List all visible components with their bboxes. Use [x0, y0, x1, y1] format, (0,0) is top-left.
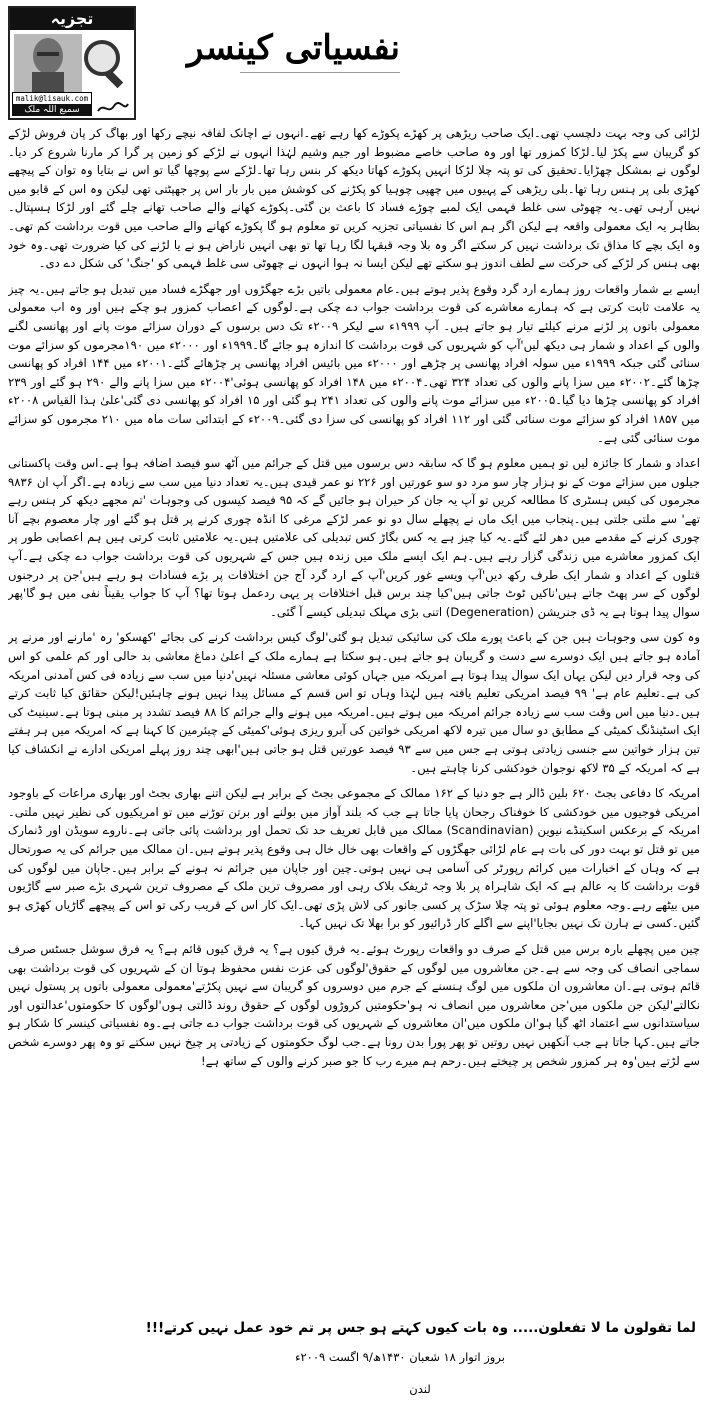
- magnifier-icon: [76, 36, 132, 92]
- author-email: malik@lisauk.com: [12, 92, 92, 105]
- author-portrait-image: [14, 34, 82, 92]
- article-place: لندن: [409, 1382, 431, 1396]
- article-body: [8, 124, 700, 1314]
- author-portrait: [14, 34, 82, 92]
- paragraph-6: چین میں پچھلے بارہ برس میں قتل کے صرف دو واقعات رپورٹ ہوئے۔یہ فرق کیوں ہے؟ یہ فرق کیوں قائم ہے؟ یہ فرق سوشل جسٹس صرف سماجی انصاف کی وجہ سے ہے۔جن معاشروں میں لوگوں کے حقوق'لوگوں کی عزت نفس محفوظ ہوتا ان کے شہریوں کی قوت برداشت بھی قائم ہوتی ہے۔ان معاشروں ان ملکوں میں لوگ ہنسنے کے جرم میں دوسروں کو گریبان سے نہیں پکڑتے'معمولی معمولی باتوں پر پستول نہیں نکالتے'لیکن جن ملکوں میں'جن معاشروں میں انصاف نہ ہو'حکومتیں کروڑوں لوگوں کے حقوق روند ڈالتی ہوں'لوگوں کا حکومتوں'عدالتوں اور سیاستدانوں سے اعتماد اٹھ گیا ہو'ان ملکوں میں'ان معاشروں کے شہریوں کی قوت برداشت جواب دے جاتی ہے۔وہ نفسیاتی کینسر کا شکار ہو جاتے ہیں۔کہا جاتا ہے جب آنکھیں نہیں روتیں تو پھر پورا بدن رونا ہے۔جب لوگ حکومتوں کے زیادتی پر چیخ نہیں سکتے تو وہ پھر دوسرے شخص سے لڑتے ہیں'وہ ہر کمزور شخص پر چیختے ہیں۔رحم ہم میرے رب کا جو صبر کرنے والوں کے ساتھ ہے!: [8, 941, 700, 1068]
- article-headline: نفسیاتی کینسر: [186, 28, 400, 68]
- article-dateline: بروز اتوار ۱۸ شعبان ۱۴۳۰ھ/۹ اگست ۲۰۰۹ء: [295, 1350, 505, 1364]
- author-name: سمیع اللہ ملک: [12, 104, 92, 116]
- paragraph-2: ایسے بے شمار واقعات روز ہمارے ارد گرد وقوع پذیر ہوتے ہیں۔عام معمولی باتیں بڑے جھگڑوں اور جھگڑے فساد میں تبدیل ہو جاتے ہیں۔یہ چیز یہ علامت ثابت کرتی ہے کہ ہمارے معاشرے کی قوت برداشت جواب دے چکی ہے۔لوگوں کے اعصاب کمزور ہو چکے ہیں اور وہ اب معمولی معمولی باتوں پر لڑنے مرنے کیلئے تیار ہو جاتے ہیں۔ آپ ۱۹۹۹ء سے لیکر ۲۰۰۹ء تک دس برسوں کے دوران سزائے موت پانے اور پھانسی لگنے والوں کے اعداد و شمار ہی دیکھ لیں'آپ کو شہریوں کی قوت برداشت کا اندازہ ہو جائے گا۔۱۹۹۹ء اور ۲۰۰۰ء میں ۱۹۰مجرموں کو سزائے موت سنائی گئی جبکہ ۱۹۹۹ء میں سولہ افراد پھانسی پر چڑھے اور ۲۰۰۰ء میں بائیس افراد پھانسی پر چڑھائے گئے۔۲۰۰۱ء میں ۱۴۴ افراد کو پھانسی چڑھا گئے۔۲۰۰۲ء میں سزا پانے والوں کی تعداد ۳۲۴ تھی۔۲۰۰۴ء میں ۱۴۸ افراد کو پھانسی ہوئی'۲۰۰۴ء میں سزا پانے والے ۲۹۰ ہو گئے اور ۲۳۹ افراد کو پھانسی چڑھا دیا گیا۔۲۰۰۵ء میں سزائے موت پانے والوں کی تعداد ۲۴۱ ہو گئی اور ۱۵ افراد کو پھانسی دی گئی'علیٰ ہذا القیاس ۲۰۰۸ء میں ۱۸۵۷ افراد کو سزائے موت سنائی گئی اور ۱۱۲ افراد کو پھانسی کی سزا دی گئی۔۲۰۰۹ء کے ابتدائی سات ماہ میں ۲۱۰ مجرموں کو سزائے موت سنائی گئی ہے۔: [8, 281, 700, 445]
- closing-line: لما تقولون ما لا تفعلون..... وہ بات کیوں کہتے ہو جس پر تم خود عمل نہیں کرتے!!!: [145, 1320, 696, 1336]
- paragraph-1: لڑائی کی وجہ بہت دلچسپ تھی۔ایک صاحب ریڑھی پر کھڑے پکوڑے کھا رہے تھے۔انہوں نے اچانک لفافہ نیچے رکھا اور بھاگ کر پان فروش لڑکے کو گریبان سے پکڑ لیا۔لڑکا کمزور تھا اور وہ صاحب خاصے مضبوط اور جیم وشیم لہٰذا انہوں نے لڑکے کو زمین پر گرا کر مارنا شروع کر دیا۔لوگوں نے بمشکل چھڑایا۔تحقیق کی تو پتہ چلا لڑکا انہیں پکوڑے کھاتا دیکھ کر بنس رہا تھا۔لڑکے سے پوچھا گیا تو اس نے بتایا وہ توان کے پیچھے کھڑی بلی پر ہنس رہا تھا۔بلی ریڑھی کے پہیوں میں چھپی چوہیا کو پکڑنے کی کوشش میں بار بار اس پر جھپٹتی تھی لیکن وہ اس کے قابو میں نہیں آرہی تھی۔یہ چھوٹی سی غلط فہمی ایک لمبے چوڑے فساد کا باعث بن گئی۔پکوڑے کھانے والے صاحب تھانے چلے گئے اور لڑکا ہسپتال۔ بظاہر یہ ایک معمولی واقعہ ہے لیکن اگر ہم اس کا نفسیاتی تجزیہ کریں تو معلوم ہو گا پکوڑے کھانے والے صاحب میں قوت برداشت کم تھی۔وہ ایک بچے کا مذاق تک برداشت نہیں کر سکتے اگر وہ بلا وجہ قبقہا لگا رہا تھا تو بھی انہیں ناراض ہو نے یا لڑنے کی کیا ضرورت تھی۔وہ خود بھی ہنس کر لڑکے کی حرکت سے لطف اندوز ہو سکتے تھے لیکن ایسا نہ ہوا انہوں نے چھوٹی سی غلط فہمی کو 'جنگ' کی شکل دے دی۔: [8, 126, 700, 271]
- author-box: [8, 6, 136, 120]
- paragraph-3: اعداد و شمار کا جائزہ لیں تو ہمیں معلوم ہو گا کہ سابقہ دس برسوں میں قتل کے جرائم میں آٹھ سو فیصد اضافہ ہوا ہے۔اس وقت پاکستانی جیلوں میں سزائے موت کے نو ہزار چار سو مرد دو سو عورتیں اور ۲۲۶ نو عمر قیدی ہیں۔یہ تعداد دنیا میں سب سے زیادہ ہے۔اگر آپ ان ۹۸۳۶ مجرموں کی کیس ہسٹری کا مطالعہ کریں تو آپ یہ جان کر حیران ہو جائیں گے کہ ۹۵ فیصد کیسوں کی وجوہات 'تم مجھے دیکھ کر ہنس رہے تھے' سے ملتی جلتی ہیں۔پنجاب میں ایک ماں نے پچھلے سال دو نو عمر لڑکے مرغی کا انڈہ چوری کرنے پر قتل ہو گئے اور چار معصوم بچے آنا چوری کرنے کے مقدمے میں دھر لئے گئے۔یہ کیا چیز ہے یہ کس بگاڑ کس تبدیلی کی علامتیں ہیں۔یہ علامتیں ثابت کرتی ہیں ہم اعصابی طور پر ایک کمزور معاشرے میں زندگی گزار رہے ہیں۔ہم ایک ایسے ملک میں زندہ ہیں جس کے شہریوں کی قوت برداشت جواب دے چکی ہے۔آپ قتلوں کے اعداد و شمار ایک طرف رکھ دیں'آپ ویسے غور کریں'آپ کے ارد گرد آج جن اختلافات پر بڑے فسادات ہو رہے ہیں'جن پر درجنوں لوگوں کے سر پھٹ جاتے ہیں'ناکیں ٹوٹ جاتی ہیں'کیا چند برس قبل اختلافات پر یہی ردعمل ہوتا تھا؟ آپ کا جواب یقیناً نفی میں ہو گا'پھر سوال پیدا ہوتا ہے یہ ڈی جنریشن (Degeneration) اتنی بڑی مہلک تبدیلی کیسے آ گئی۔: [8, 456, 700, 619]
- headline-rule: [240, 72, 400, 73]
- paragraph-5: امریکہ کا دفاعی بجٹ ۶۲۰ بلین ڈالر ہے جو دنیا کے ۱۶۲ ممالک کے مجموعی بجٹ کے برابر ہے لیکن اتنے بھاری بجٹ اور بھاری مراعات کے باوجود امریکی فوجیوں میں خودکشی کا خوفناک رجحان پایا جاتا ہے جب کہ بلند آواز میں بولنے اور برتن توڑنے میں تو امریکیوں کی نظیر نہیں ملتی۔امریکہ کے برعکس اسکینڈے نیوین (Scandinavian) ممالک میں قابل تعریف حد تک تحمل اور برداشت پائی جاتی ہے۔ناروے سویڈن اور ڈنمارک میں تو قتل تو بہت دور کی بات ہے عام لڑائی جھگڑوں کے واقعات بھی خال خال ہی وقوع پذیر ہوتے ہیں۔ان ممالک میں جرائم کی یہ صورتحال ہے کہ وہاں کے اخبارات میں کرائم رپورٹر کی آسامی ہی نہیں ہوتی۔چین اور جاپان میں جرائم نہ ہونے کے برابر ہیں۔جاپان میں لوگوں کی قوت برداشت کا یہ عالم ہے کہ ایک شاہراہ پر بلا وجہ ٹریفک بلاک رہی اور مصروف ترین ملک کے مصروف ترین شہری بڑے صبر سے گاڑیوں میں بیٹھے رہے۔وجہ معلوم ہوئی تو پتہ چلا سڑک پر کسی جانور کی لاش پڑی تھی۔ایک کار اس کے قریب رکی تو اس کے پیچھے گاڑیاں کھڑی ہو گئیں۔کسی نے ہارن تک نہیں بجایا'اپنے سے اگلے کار ڈرائیور کو برا بھلا تک نہیں کہا۔: [8, 786, 700, 931]
- paragraph-4: وہ کون سی وجوہات ہیں جن کے باعث پورے ملک کی سائیکی تبدیل ہو گئی'لوگ کیس برداشت کرنے کی بجائے 'کھسکو' رہ 'مارنے اور مرنے پر آمادہ ہو جاتے ہیں ایک دوسرے سے دست و گریبان ہو جاتے ہیں۔ہو سکتا ہے ہمارے ملک کے اعلیٰ دماغ معاشی بد حالی اور کم علمی کو اس کی وجہ قرار دیں لیکن یہاں ایک سوال پیدا ہوتا ہے امریکہ میں جہاں کوئی معاشی مسئلہ نہیں'دنیا میں سب سے زیادہ فی کس آمدنی امریکہ کی ہے۔تعلیم عام ہے' ۹۹ فیصد امریکی تعلیم یافتہ ہیں لہٰذا وہاں تو اس قسم کے مسائل پیدا نہیں ہونے چاہئیں!لیکن حقائق کیا ثابت کرتے ہیں۔دنیا میں اس وقت سب سے زیادہ جرائم امریکہ میں ہوتے ہیں۔امریکہ میں ہونے والے جرائم کا ۸۸ فیصد تشدد پر مبنی ہوتا ہے۔سینیٹ کی ایک اسٹینڈنگ کمیٹی کے مطابق دو سال میں تیرہ لاکھ امریکی خواتین کی آبرو ریزی ہوئی'کمیٹی کے چیئرمین کا کہنا ہے کہ امریکہ میں ہر ہفتے تین ہزار خواتین سے جنسی زیادتی ہوتی ہے جس میں سے ۹۳ فیصد عورتیں قتل ہو جاتی ہیں'ابھی چند روز پہلے امریکی ادارے نے انکشاف کیا ہے کہ امریکہ کے ۳۵ لاکھ نوجوان خودکشی کرنا چاہتے ہیں۔: [8, 630, 700, 775]
- column-brand: تجزیہ: [10, 8, 134, 30]
- signature-icon: [96, 100, 130, 116]
- column-header: [8, 6, 700, 118]
